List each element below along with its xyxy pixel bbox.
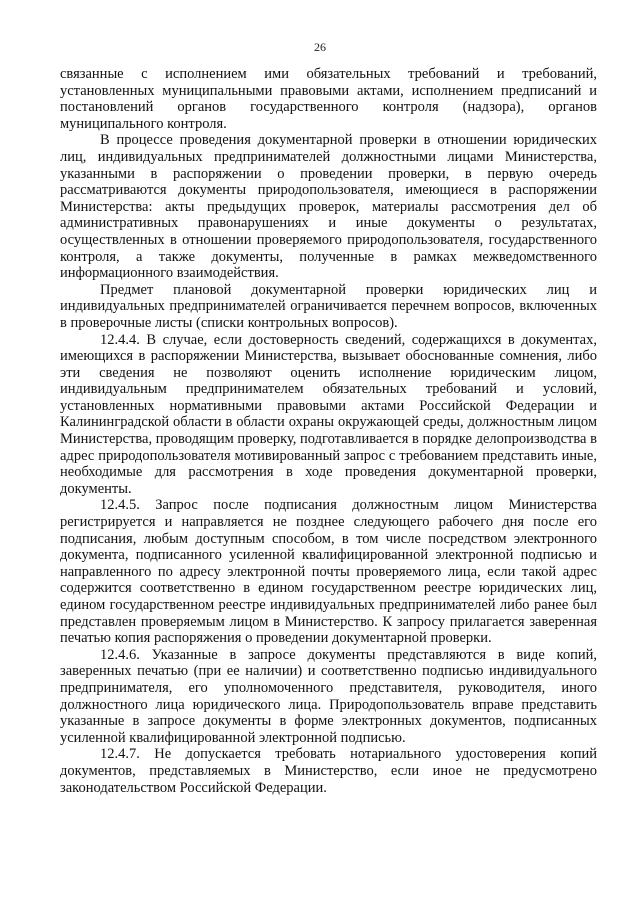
paragraph-documentary-check: В процессе проведения документарной проверки в отношении юридических лиц, индивидуальных предпринимателей должностными лицами Министерства, указанными в распоряжении о проведении проверки, в первую очередь рассматриваются документы природопользователя, имеющиеся в распоряжении Министерства: акты предыдущих проверок, материалы рассмотрения дел об административных правонарушениях и иные документы о результатах, осуществленных в отношении проверяемого природопользователя, государственного контроля, а также документы, полученные в рамках межведомственного информационного взаимодействия.	[60, 132, 597, 282]
page-number: 26	[314, 40, 326, 54]
document-body	[60, 66, 597, 796]
paragraph-check-subject: Предмет плановой документарной проверки юридических лиц и индивидуальных предпринимателей ограничивается перечнем вопросов, включенных в проверочные листы (списки контрольных вопросов).	[60, 281, 597, 331]
paragraph-12-4-6: 12.4.6. Указанные в запросе документы представляются в виде копий, заверенных печатью (при ее наличии) и соответственно подписью индивидуального предпринимателя, его уполномоченного представителя, руководителя, иного должностного лица юридического лица. Природопользователь вправе представить указанные в запросе документы в форме электронных документов, подписанных усиленной квалифицированной электронной подписью.	[60, 646, 597, 746]
paragraph-continuation: связанные с исполнением ими обязательных требований и требований, установленных муниципальными правовыми актами, исполнением предписаний и постановлений органов государственного контроля (надзора), органов муниципального контроля.	[60, 66, 597, 132]
paragraph-12-4-4: 12.4.4. В случае, если достоверность сведений, содержащихся в документах, имеющихся в распоряжении Министерства, вызывает обоснованные сомнения, либо эти сведения не позволяют оценить исполнение юридическим лицом, индивидуальным предпринимателем обязательных требований и условий, установленных нормативными правовыми актами Российской Федерации и Калининградской области в области охраны окружающей среды, должностным лицом Министерства, проводящим проверку, подготавливается в порядке делопроизводства в адрес природопользователя мотивированный запрос с требованием представить иные, необходимые для рассмотрения в ходе проведения документарной проверки, документы.	[60, 331, 597, 497]
paragraph-12-4-5: 12.4.5. Запрос после подписания должностным лицом Министерства регистрируется и направляется не позднее следующего рабочего дня после его подписания, любым доступным способом, в том числе посредством электронного документа, подписанного усиленной квалифицированной электронной подписью и направленного по адресу электронной почты проверяемого лица, если такой адрес содержится соответственно в едином государственном реестре юридических лиц, едином государственном реестре индивидуальных предпринимателей либо ранее был представлен проверяемым лицом в Министерство. К запросу прилагается заверенная печатью копия распоряжения о проведении документарной проверки.	[60, 497, 597, 647]
paragraph-12-4-7: 12.4.7. Не допускается требовать нотариального удостоверения копий документов, представляемых в Министерство, если иное не предусмотрено законодательством Российской Федерации.	[60, 746, 597, 796]
